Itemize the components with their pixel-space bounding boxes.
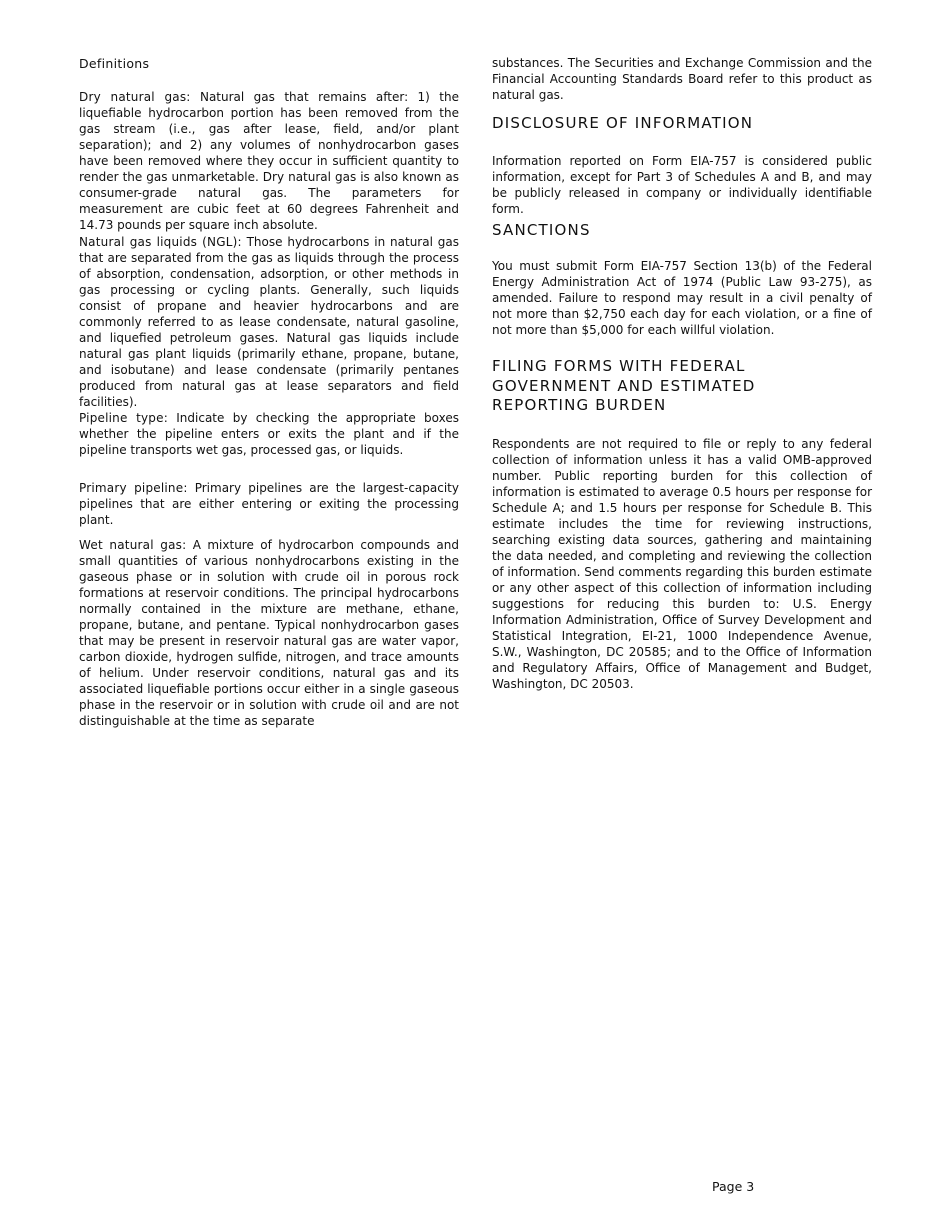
definition-wet-natural-gas <box>79 537 459 729</box>
definitions-heading: Definitions <box>79 56 150 71</box>
disclosure-heading: DISCLOSURE OF INFORMATION <box>492 114 754 132</box>
disclosure-text: Information reported on Form EIA-757 is considered public information, except for Part 3 of Schedules A and B, and may be publicly released in company or individually identifiable form. <box>492 154 872 216</box>
filing-heading-line: GOVERNMENT AND ESTIMATED <box>492 376 756 395</box>
definition-term: Primary pipeline: <box>79 481 188 495</box>
filing-text: Respondents are not required to file or reply to any federal collection of information unless it has a valid OMB-approved number. Public reporting burden for this collection of information is estimated to average 0.5 hours per response for Schedule A; and 1.5 hours per response for Schedule B. This estimate includes the time for reviewing instructions, searching existing data sources, gathering and maintaining the data needed, and completing and reviewing the collection of information. Send comments regarding this burden estimate or any other aspect of this collection of information including suggestions for reducing this burden to: U.S. Energy Information Administration, Office of Survey Development and Statistical Integration, EI-21, 1000 Independence Avenue, S.W., Washington, DC 20585; and to the Office of Information and Regulatory Affairs, Office of Management and Budget, Washington, DC 20503. <box>492 437 872 691</box>
definition-text: Natural gas that remains after: 1) the liquefiable hydrocarbon portion has been removed from the gas stream (i.e., gas after lease, field, and/or plant separation); and 2) any volumes of nonhydrocarbon gases have been removed where they occur in sufficient quantity to render the gas unmarketable. Dry natural gas is also known as consumer-grade natural gas. The parameters for measurement are cubic feet at 60 degrees Fahrenheit and 14.73 pounds per square inch absolute. <box>79 90 460 232</box>
definition-text: Those hydrocarbons in natural gas that are separated from the gas as liquids through the process of absorption, condensation, adsorption, or other methods in gas processing or cycling plants. Generally, such liquids consist of propane and heavier hydrocarbons and are commonly referred to as lease condensate, natural gasoline, and liquefied petroleum gases. Natural gas liquids include natural gas plant liquids (primarily ethane, propane, butane, and isobutane) and lease condensate (primarily pentanes produced from natural gas at lease separators and field facilities). <box>79 235 459 409</box>
definition-text: Primary pipelines are the largest-capacity pipelines that are either entering or exiting the processing plant. <box>79 481 459 527</box>
definition-term: Natural gas liquids (NGL): <box>79 235 242 249</box>
definition-term: Pipeline type: <box>79 411 168 425</box>
definition-dry-natural-gas <box>79 89 459 233</box>
sanctions-text: You must submit Form EIA-757 Section 13(b) of the Federal Energy Administration Act of 1974 (Public Law 93-275), as amended. Failure to respond may result in a civil penalty of not more than $2,750 each day for each violation, or a fine of not more than $5,000 for each willful violation. <box>492 259 872 337</box>
definition-text: A mixture of hydrocarbon compounds and small quantities of various nonhydrocarbons existing in the gaseous phase or in solution with crude oil in porous rock formations at reservoir conditions. The principal hydrocarbons normally contained in the mixture are methane, ethane, propane, butane, and pentane. Typical nonhydrocarbon gases that may be present in reservoir natural gas are water vapor, carbon dioxide, hydrogen sulfide, nitrogen, and trace amounts of helium. Under reservoir conditions, natural gas and its associated liquefiable portions occur either in a single gaseous phase in the reservoir or in solution with crude oil and are not distinguishable at the time as separate <box>79 538 459 728</box>
definition-text: Indicate by checking the appropriate boxes whether the pipeline enters or exits the plant and if the pipeline transports wet gas, processed gas, or liquids. <box>79 411 459 457</box>
continuation-text: substances. The Securities and Exchange Commission and the Financial Accounting Standards Board refer to this product as natural gas. <box>492 56 872 102</box>
page-number: Page 3 <box>712 1179 755 1194</box>
definition-pipeline-type <box>79 410 459 458</box>
sanctions-heading: SANCTIONS <box>492 221 591 239</box>
definition-primary-pipeline <box>79 480 459 528</box>
definition-term: Wet natural gas: <box>79 538 187 552</box>
definition-ngl <box>79 234 459 410</box>
filing-heading-line: FILING FORMS WITH FEDERAL <box>492 357 746 375</box>
filing-heading-line: REPORTING BURDEN <box>492 396 667 414</box>
definition-term: Dry natural gas: <box>79 90 191 104</box>
filing-heading <box>492 357 756 416</box>
